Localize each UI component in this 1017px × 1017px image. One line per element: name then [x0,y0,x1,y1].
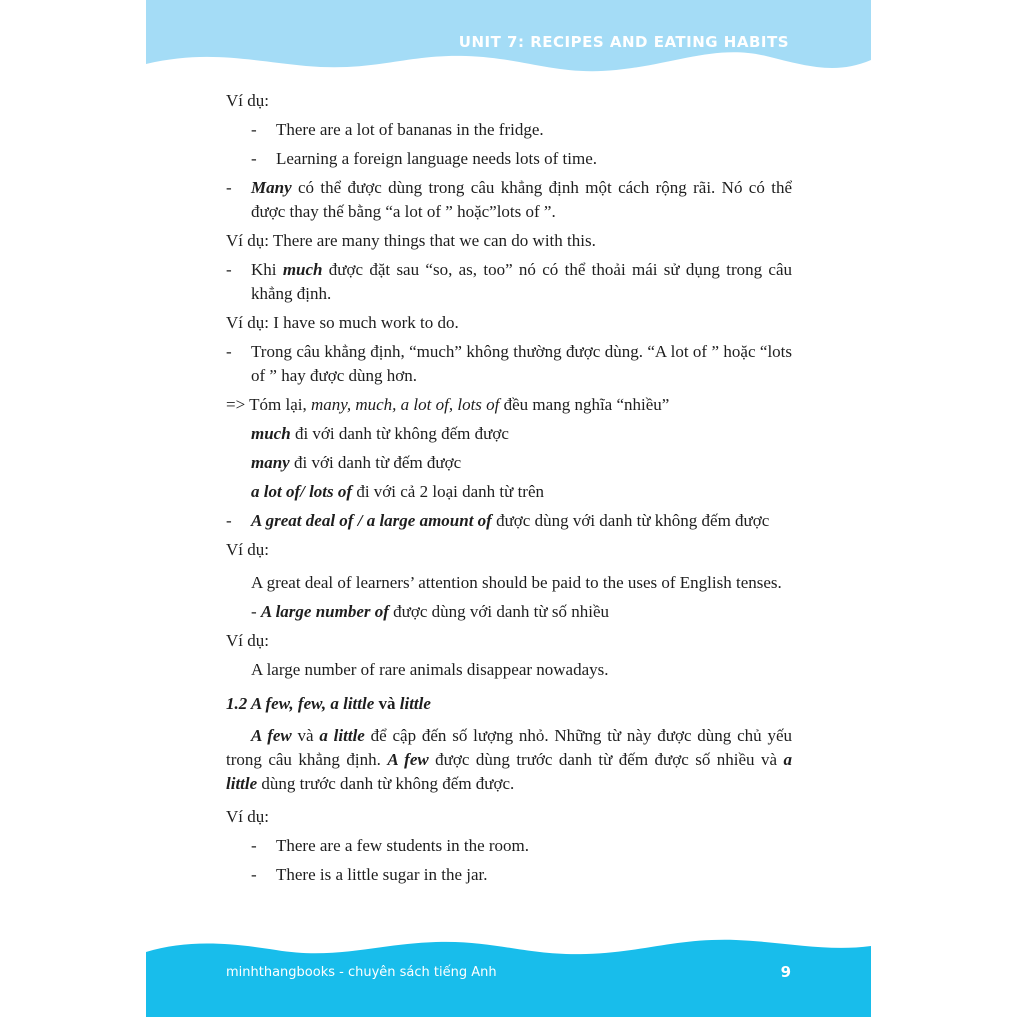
rule-prefix: Khi [251,260,283,279]
keyword: many [251,453,290,472]
rule-item-affirmative [226,340,792,388]
example-item [226,834,792,858]
paragraph-text: để cập đến số lượng nhỏ. Những từ này được dùng chủ yếu trong câu khẳng định. [226,726,792,769]
example-text: There are a few students in the room. [276,836,530,855]
publisher-footer: minhthangbooks - chuyên sách tiếng Anh [226,965,497,980]
example-label: Ví dụ: [226,91,269,110]
summary-prefix: => Tóm lại, [226,395,311,414]
example-line: Ví dụ: There are many things that we can do with this. [226,231,596,250]
heading-part: little [395,694,431,713]
page-content [226,89,792,892]
example-label: Ví dụ: [226,631,269,650]
bullet-dash: - [251,865,257,884]
bullet-dash: - [251,602,261,621]
rule-body: được dùng với danh từ không đếm được [491,511,770,530]
bullet-dash: - [226,511,232,530]
paragraph-text: và [291,726,320,745]
summary-line [226,393,792,417]
summary-detail [226,422,792,446]
keyword: a little [319,726,365,745]
example-text: There are a lot of bananas in the fridge. [276,120,544,139]
detail-text: đi với danh từ không đếm được [290,424,509,443]
example-text: A large number of rare animals disappear nowadays. [251,660,609,679]
section-paragraph [226,724,792,796]
summary-detail [226,451,792,475]
rule-item-many [226,176,792,224]
rule-item-much [226,258,792,306]
bullet-dash: - [251,120,257,139]
example-line: Ví dụ: I have so much work to do. [226,313,459,332]
keyword: A few [251,726,292,745]
rule-text [251,258,792,306]
rule-item-great-deal [226,509,792,533]
bullet-dash: - [251,149,257,168]
heading-part: 1.2 A few, few, a little [226,694,379,713]
rule-item-large-number [226,600,792,624]
rule-text [251,176,792,224]
summary-rest: đều mang nghĩa “nhiều” [499,395,670,414]
example-text: A great deal of learners’ attention should be paid to the uses of English tenses. [251,573,782,592]
summary-terms: many, much, a lot of, lots of [310,395,500,414]
rule-text [251,509,792,533]
keyword: A few [387,750,429,769]
summary-detail [226,480,792,504]
paragraph-text: được dùng trước danh từ đếm được số nhiều và [428,750,784,769]
keyword: A large number of [260,602,389,621]
rule-text: Trong câu khẳng định, “much” không thường được dùng. “A lot of ” hoặc “lots of ” hay được dùng hơn. [251,342,792,385]
keyword: a little [226,750,793,793]
keyword: a lot of/ lots of [251,482,353,501]
section-heading [226,692,792,716]
example-item [226,147,792,171]
paragraph-text: dùng trước danh từ không đếm được. [257,774,515,793]
bullet-dash: - [251,836,257,855]
example-text: There is a little sugar in the jar. [276,865,488,884]
example-label: Ví dụ: [226,540,269,559]
bullet-dash: - [226,342,232,361]
example-item [226,863,792,887]
rule-body: được đặt sau “so, as, too” nó có thể thoải mái sử dụng trong câu khẳng định. [251,260,793,303]
rule-body: có thể được dùng trong câu khẳng định một cách rộng rãi. Nó có thể được thay thế bằng “a lot of ” hoặc”lots of ”. [251,178,792,221]
detail-text: đi với danh từ đếm được [289,453,462,472]
rule-body: được dùng với danh từ số nhiều [388,602,610,621]
heading-part: và [378,694,396,713]
keyword: A great deal of / a large amount of [251,511,492,530]
bullet-dash: - [226,260,232,279]
example-label: Ví dụ: [226,807,269,826]
example-text: Learning a foreign language needs lots of time. [276,149,597,168]
detail-text: đi với cả 2 loại danh từ trên [352,482,544,501]
example-item [226,118,792,142]
keyword: Many [251,178,292,197]
keyword: much [251,424,291,443]
page-number: 9 [780,963,791,981]
book-page [146,0,871,1017]
bullet-dash: - [226,178,232,197]
keyword: much [282,260,323,279]
unit-title: UNIT 7: RECIPES AND EATING HABITS [458,33,789,51]
